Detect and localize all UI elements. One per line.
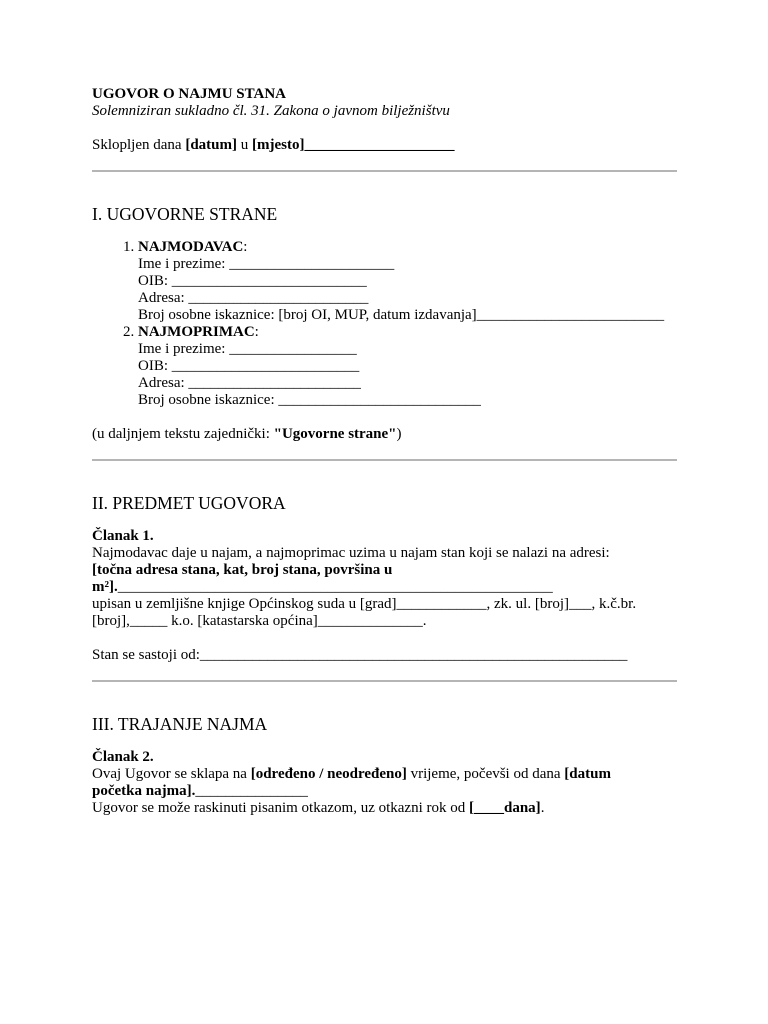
article-2-heading: Članak 2. — [92, 749, 154, 765]
start-date-placeholder: [datum početka najma]. — [92, 766, 611, 799]
article-1-line: Najmodavac daje u najam, a najmoprimac uzima u najam stan koji se nalazi na adresi: — [92, 545, 610, 561]
article-2-line-1: Ovaj Ugovor se sklapa na [određeno / neodređeno] vrijeme, počevši od dana [datum početka najma]._______________ — [92, 766, 611, 799]
landlord-address-field: Adresa: ________________________ — [138, 290, 369, 306]
tenant-address-field: Adresa: _______________________ — [138, 375, 361, 391]
land-registry-line: upisan u zemljišne knjige Općinskog suda u [grad]____________, zk. ul. [broj]___, k.č.br. [broj],_____ k.o. [katastarska općina]______________. — [92, 596, 637, 629]
landlord-oib-field: OIB: __________________________ — [138, 273, 367, 289]
parties-note-term: "Ugovorne strane" — [273, 426, 397, 442]
article-2-line-2: Ugovor se može raskinuti pisanim otkazom, uz otkazni rok od [____dana]. — [92, 800, 545, 816]
concluded-prefix: Sklopljen dana — [92, 137, 186, 153]
tenant-name-field: Ime i prezime: _________________ — [138, 341, 357, 357]
parties-note: (u daljnjem tekstu zajednički: "Ugovorne strane") — [92, 426, 402, 442]
party-landlord-name: NAJMODAVAC — [138, 239, 244, 255]
concluded-mid: u — [237, 137, 252, 153]
tenant-id-field: Broj osobne iskaznice: ___________________________ — [138, 392, 481, 408]
contract-term-placeholder: [određeno / neodređeno] — [250, 766, 407, 782]
concluded-date: [datum] — [185, 137, 237, 153]
concluded-place: [mjesto]____________________ — [252, 137, 455, 153]
document-page — [92, 86, 692, 817]
article-1-heading: Članak 1. — [92, 528, 154, 544]
party-tenant: 2. NAJMOPRIMAC: Ime i prezime: _________________ OIB: _________________________ Adresa: _______________________ Broj osobne iskaznice: ___________________________ — [138, 324, 692, 409]
tenant-oib-field: OIB: _________________________ — [138, 358, 360, 374]
parties-list — [92, 239, 692, 409]
address-blank: __________________________________________________________ — [117, 579, 553, 595]
landlord-id-field: Broj osobne iskaznice: [broj OI, MUP, datum izdavanja]_________________________ — [138, 307, 665, 323]
section-heading-parties: I. UGOVORNE STRANE — [92, 204, 278, 224]
concluded-line — [92, 137, 692, 154]
document-title: UGOVOR O NAJMU STANA — [92, 86, 287, 102]
address-placeholder: [točna adresa stana, kat, broj stana, površina u m²]. — [92, 562, 393, 595]
article-1-address — [92, 562, 612, 596]
section-heading-subject: II. PREDMET UGOVORA — [92, 493, 286, 513]
landlord-name-field: Ime i prezime: ______________________ — [138, 256, 395, 272]
party-tenant-name: NAJMOPRIMAC — [138, 324, 255, 340]
document-subtitle: Solemniziran sukladno čl. 31. Zakona o javnom bilježništvu — [92, 103, 450, 119]
section-heading-duration: III. TRAJANJE NAJMA — [92, 714, 268, 734]
party-landlord: 1. NAJMODAVAC: Ime i prezime: ______________________ OIB: __________________________ Adresa: ________________________ Broj osobne iskaznice: [broj OI, MUP, datum izdavanja]_________________________ — [138, 239, 692, 324]
notice-period-placeholder: [____dana] — [469, 800, 541, 816]
apartment-consists-line: Stan se sastoji od:_________________________________________________________ — [92, 647, 628, 663]
start-date-blank: _______________ — [195, 783, 308, 799]
